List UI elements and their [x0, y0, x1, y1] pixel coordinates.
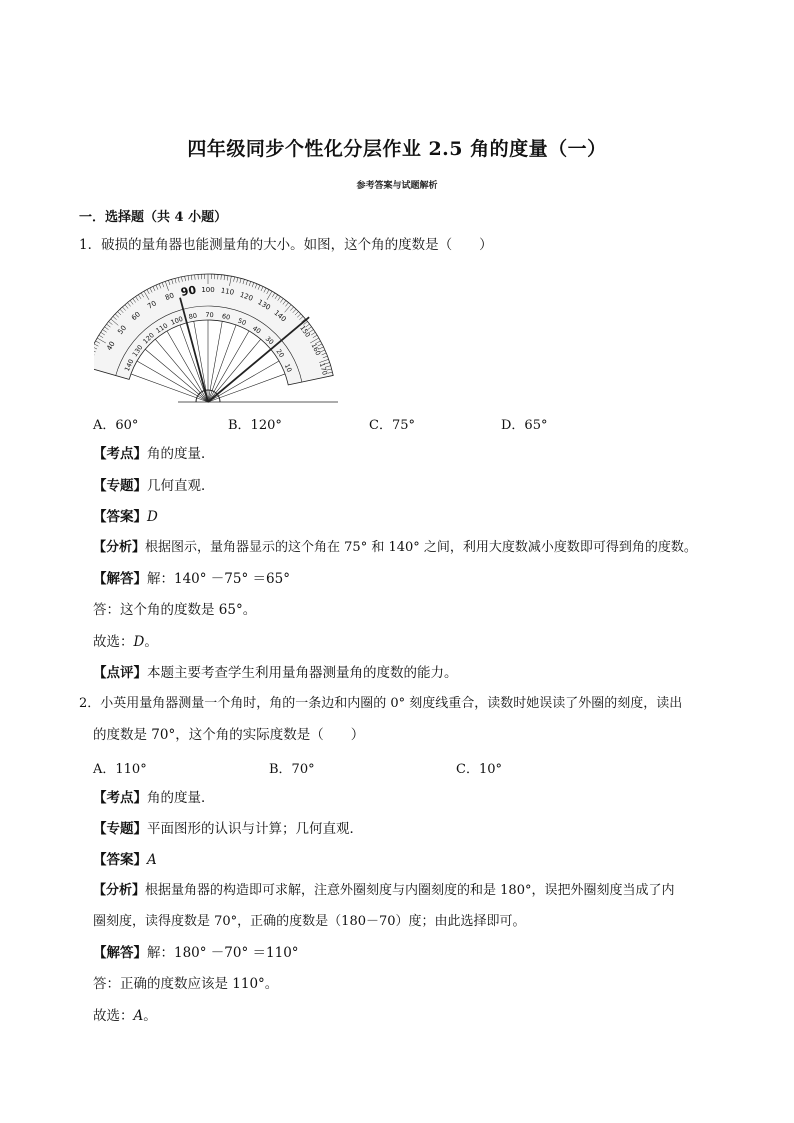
- q2-stem-line2: 的度数是 70°，这个角的实际度数是（ ）: [93, 727, 365, 743]
- q1-jieda-row: [93, 570, 290, 588]
- q2-choose-row: [93, 1007, 157, 1025]
- daan-tag: 【答案】: [93, 509, 147, 525]
- q1-kaodian-row: [93, 445, 215, 463]
- q1-stem: 1．破损的量角器也能测量角的大小。如图，这个角的度数是（ ）: [79, 237, 493, 253]
- zhuanti-tag: 【专题】: [93, 821, 147, 837]
- protractor-outer-label: 50: [116, 324, 129, 336]
- protractor-right-label: 170: [317, 361, 329, 376]
- dianping-text: 本题主要考查学生利用量角器测量角的度数的能力。: [147, 665, 458, 681]
- q1-option-a: A．60°: [93, 418, 139, 433]
- zhuanti-text: 平面图形的认识与计算；几何直观．: [147, 821, 363, 837]
- document-subtitle: 参考答案与试题解析: [356, 181, 438, 191]
- protractor-outer-label: 90: [179, 283, 198, 299]
- protractor-outer-label: 110: [220, 286, 235, 297]
- dianping-tag: 【点评】: [93, 665, 147, 681]
- q1-answer-line: 答：这个角的度数是 65°。: [93, 602, 257, 618]
- daan-text: A: [147, 852, 157, 868]
- protractor-outer-label: 100: [201, 286, 215, 294]
- choose-letter: D: [133, 634, 145, 650]
- kaodian-text: 角的度量．: [147, 790, 215, 806]
- q2-daan-row: [93, 851, 157, 869]
- q2-option-c: C．10°: [456, 762, 502, 777]
- kaodian-tag: 【考点】: [93, 446, 147, 462]
- q1-choose-row: [93, 633, 158, 651]
- q2-jieda-row: [93, 944, 299, 962]
- choose-prefix: 故选：: [93, 1008, 134, 1024]
- protractor-outer-label: 120: [238, 290, 254, 303]
- q2-answer-line: 答：正确的度数应该是 110°。: [93, 976, 279, 992]
- protractor-inner-label: 20: [274, 347, 286, 360]
- protractor-outer-label: 80: [164, 291, 176, 303]
- daan-text: D: [147, 509, 158, 525]
- q1-zhuanti-row: [93, 477, 215, 495]
- q2-stem-line1: 2．小英用量角器测量一个角时，角的一条边和内圈的 0° 刻度线重合，读数时她误读了外圈的刻度，读出: [79, 696, 683, 711]
- protractor-inner-label: 120: [141, 331, 156, 346]
- section-heading: 一．选择题（共 4 小题）: [79, 210, 228, 225]
- fenxi-text: 根据图示，量角器显示的这个角在 75° 和 140° 之间，利用大度数减小度数即可得到角的度数。: [145, 540, 697, 555]
- q2-fenxi-row2: 圈刻度，读得度数是 70°，正确的度数是（180－70）度；由此选择即可。: [93, 914, 526, 929]
- q1-fenxi-row: [93, 539, 697, 557]
- protractor-inner-label: 30: [263, 334, 276, 347]
- protractor-inner-label: 110: [154, 321, 170, 335]
- protractor-inner-label: 100: [169, 314, 185, 327]
- protractor-inner-label: 70: [205, 310, 214, 320]
- protractor-inner-label: 130: [130, 343, 145, 359]
- fenxi-tag: 【分析】: [93, 540, 146, 555]
- protractor-right-label: 160: [309, 342, 323, 357]
- jieda-text: 解：140° －75° ＝65°: [147, 571, 290, 587]
- zhuanti-text: 几何直观．: [147, 478, 215, 494]
- kaodian-tag: 【考点】: [93, 790, 147, 806]
- daan-tag: 【答案】: [93, 852, 147, 868]
- q1-option-d: D．65°: [501, 418, 548, 433]
- q1-dianping-row: [93, 664, 458, 682]
- protractor-inner-label: 40: [250, 324, 263, 336]
- fenxi-tag: 【分析】: [93, 883, 146, 898]
- q2-option-a: A．110°: [93, 762, 147, 777]
- kaodian-text: 角的度量．: [147, 446, 215, 462]
- q1-option-c: C．75°: [369, 418, 415, 433]
- protractor-inner-label: 80: [188, 311, 198, 321]
- jieda-text: 解：180° －70° ＝110°: [147, 945, 299, 961]
- protractor-inner-label: 60: [221, 312, 231, 322]
- protractor-inner-label: 140: [122, 357, 136, 373]
- choose-suffix: 。: [143, 1008, 157, 1024]
- q2-zhuanti-row: [93, 820, 363, 838]
- protractor-right-label: 150: [298, 324, 312, 339]
- zhuanti-tag: 【专题】: [93, 478, 147, 494]
- choose-suffix: 。: [144, 634, 158, 650]
- protractor-outer-label: 130: [256, 298, 272, 312]
- protractor-inner-label: 50: [236, 316, 248, 328]
- protractor-figure: [94, 268, 350, 408]
- protractor-inner-label: 10: [282, 362, 294, 374]
- protractor-outer-label: 140: [272, 308, 288, 324]
- q1-option-b: B．120°: [228, 418, 282, 433]
- fenxi-text-1: 根据量角器的构造即可求解，注意外圈刻度与内圈刻度的和是 180°，误把外圈刻度当成了内: [145, 883, 675, 898]
- q1-daan-row: [93, 508, 158, 526]
- q2-kaodian-row: [93, 789, 215, 807]
- q2-option-b: B．70°: [269, 762, 315, 777]
- jieda-tag: 【解答】: [93, 571, 147, 587]
- choose-letter: A: [133, 1008, 144, 1024]
- jieda-tag: 【解答】: [93, 945, 147, 961]
- protractor-outer-label: 60: [130, 310, 142, 323]
- protractor-outer-label: 70: [146, 299, 158, 311]
- protractor-outer-label: 40: [105, 340, 117, 352]
- q2-fenxi-row1: [93, 882, 674, 900]
- document-title: 四年级同步个性化分层作业 2.5 角的度量（一）: [187, 138, 607, 160]
- choose-prefix: 故选：: [93, 634, 134, 650]
